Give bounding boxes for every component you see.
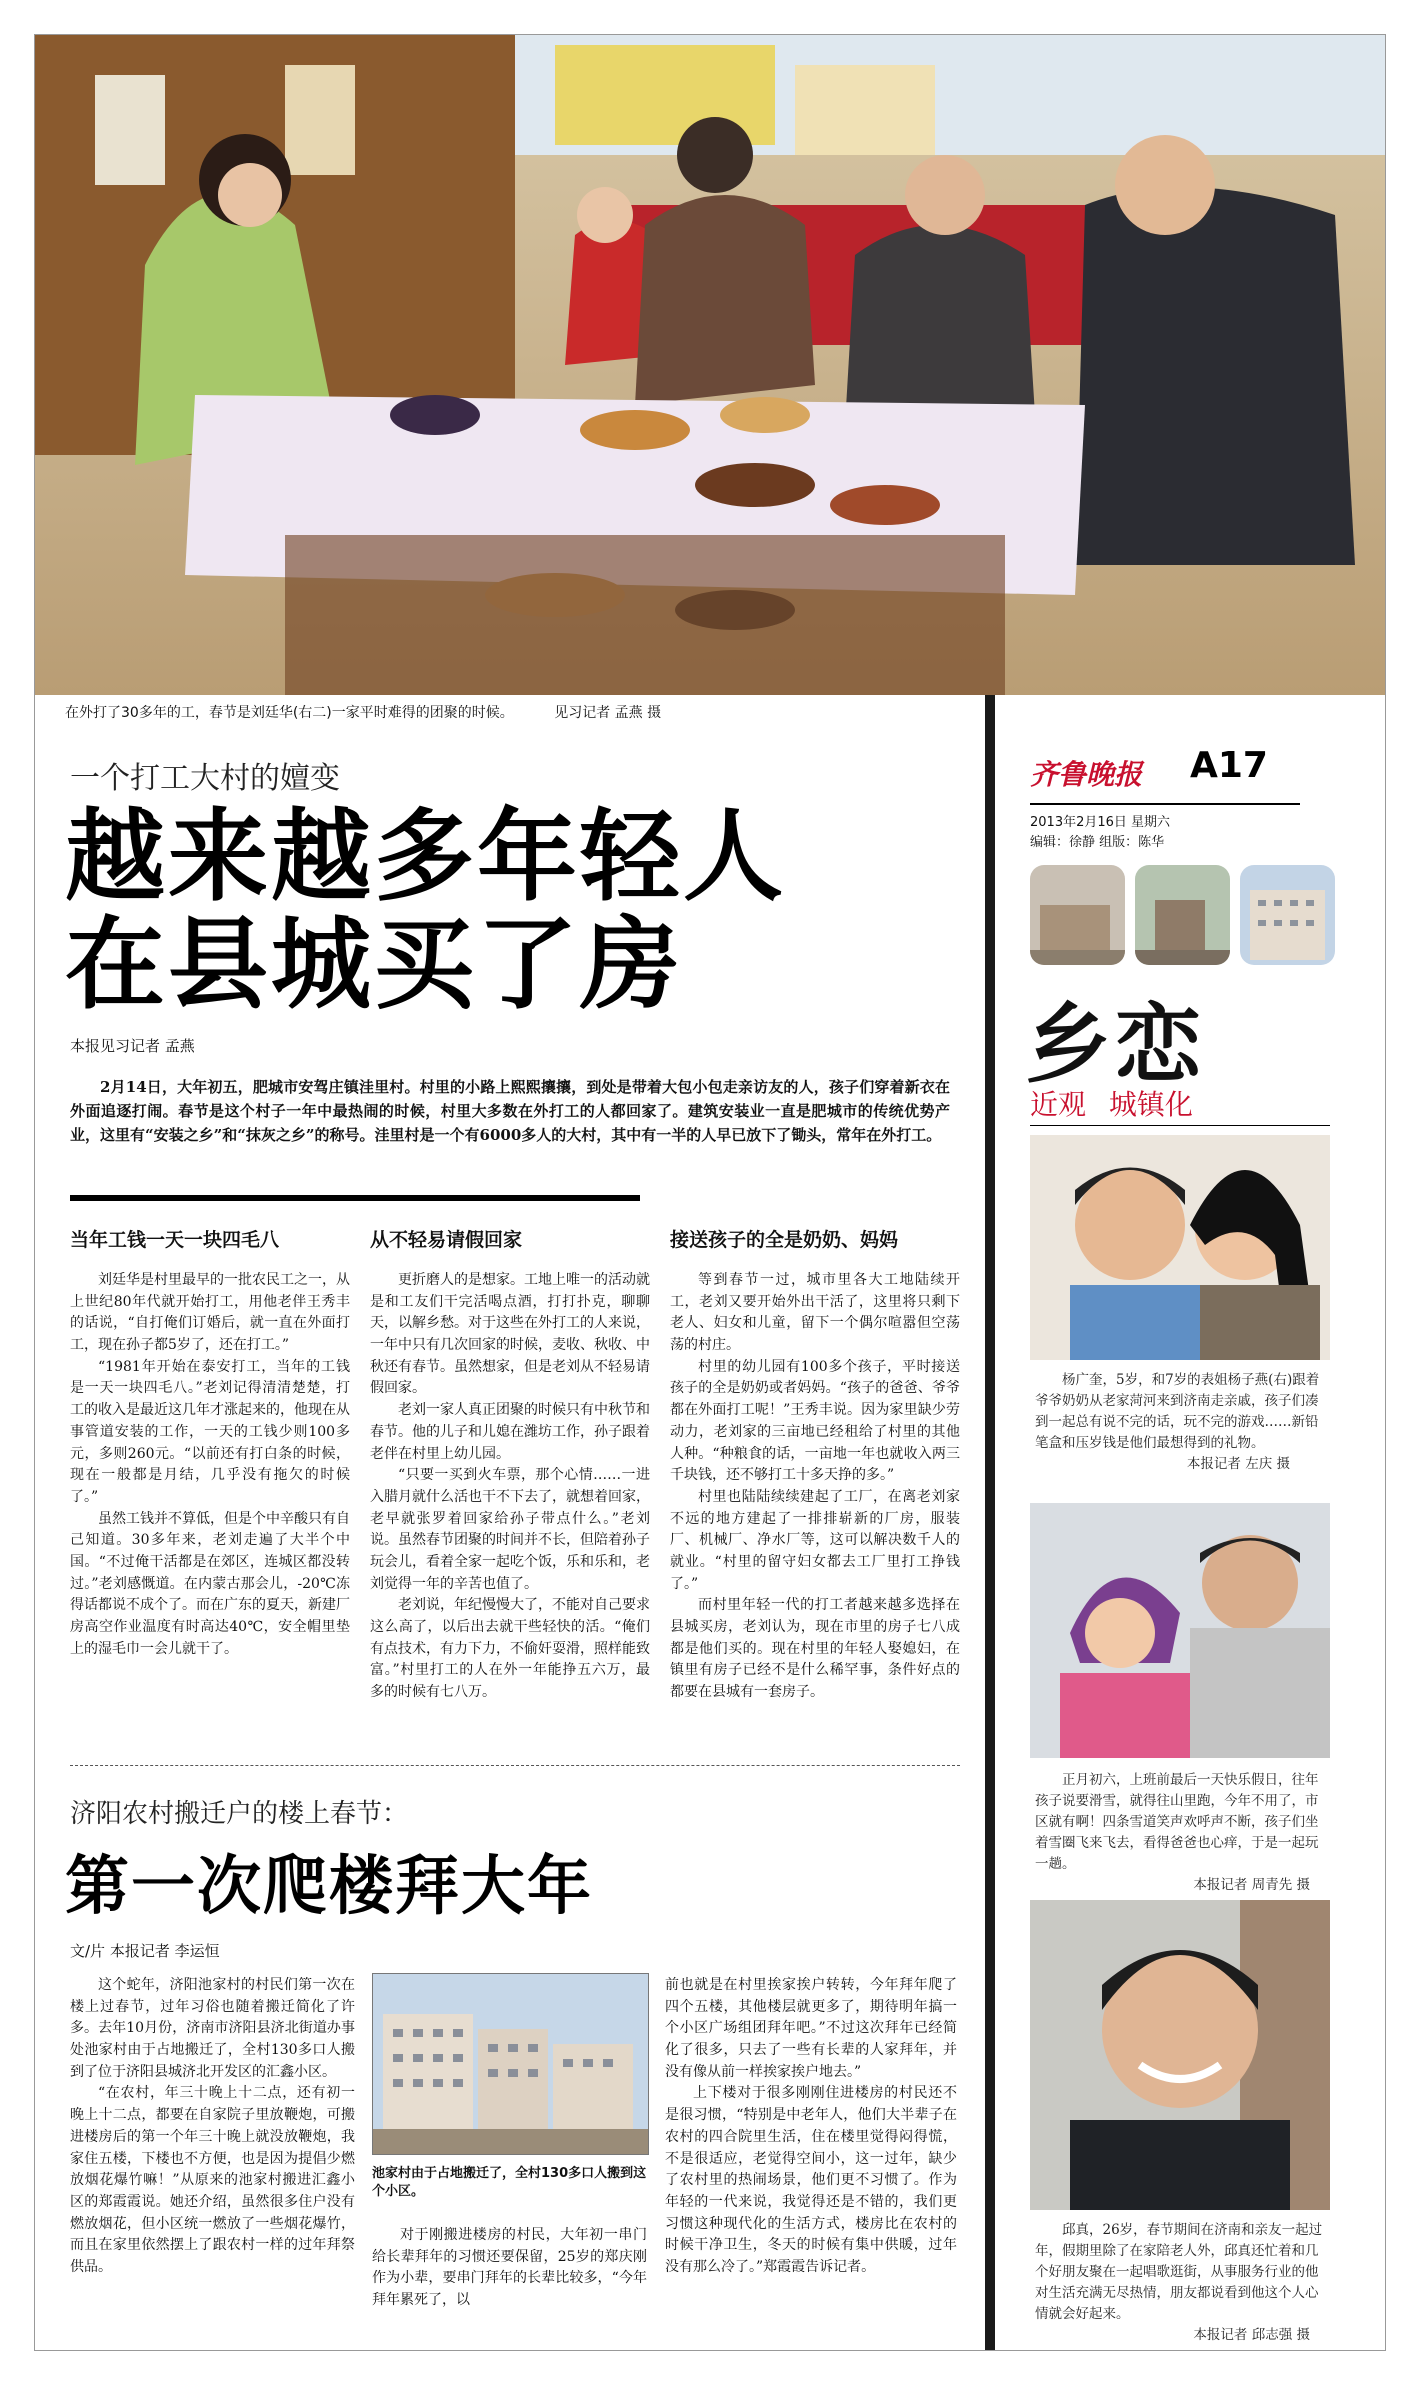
paragraph: 这个蛇年，济阳池家村的村民们第一次在楼上过春节，过年习俗也随着搬迁简化了许多。去年10月份，济南市济阳县济北街道办事处池家村由于占地搬迁了，全村130多口人搬到了位于济阳县城济北开发区的汇鑫小区。 — [70, 1977, 355, 2080]
sidebar-rule — [1030, 1125, 1330, 1126]
paragraph: 虽然工钱并不算低，但是个中辛酸只有自己知道。30多年来，老刘走遍了大半个中国。“不过俺干活都是在郊区，连城区都没转过。”老刘感慨道。在内蒙古那会儿，-20℃冻得话都说不成个了。而在广东的夏天，新建厂房高空作业温度有时高达40℃，安全帽里垫上的湿毛巾一会儿就干了。 — [70, 1510, 350, 1657]
paragraph: 对于刚搬进楼房的村民，大年初一串门给长辈拜年的习惯还要保留，25岁的郑庆刚作为小辈，要串门拜年的长辈比较多，“今年拜年累死了，以 — [372, 2227, 647, 2309]
article1-col2 — [370, 1225, 650, 1704]
village-thumb-3 — [1240, 865, 1335, 965]
sidebar-caption-1: 杨广奎，5岁，和7岁的表姐杨子燕(右)跟着爷爷奶奶从老家菏河来到济南走亲戚，孩子们凑到一起总有说不完的话，玩不完的游戏……新铅笔盒和压岁钱是他们最想得到的礼物。 本报记者 左庆 摄 — [1035, 1372, 1320, 1472]
newspaper-page — [34, 34, 1386, 2351]
village-thumb-1 — [1030, 865, 1125, 965]
paragraph: 村里也陆陆续续建起了工厂，在离老刘家不远的地方建起了一排排崭新的厂房，服装厂、机械厂、净水厂等，这可以解决数千人的就业。“村里的留守妇女都去工厂里打工挣钱了。” — [670, 1488, 960, 1592]
section-subtitle: 近观 城镇化 — [1030, 1088, 1193, 1121]
residential-buildings-photo — [372, 1973, 649, 2155]
article2-col1 — [70, 1975, 355, 2279]
paragraph: 等到春节一过，城市里各大工地陆续开工，老刘又要开始外出干活了，这里将只剩下老人、妇女和儿童，留下一个偶尔喧嚣但空荡荡的村庄。 — [670, 1272, 960, 1354]
article1-lead: 2月14日，大年初五，肥城市安驾庄镇洼里村。村里的小路上熙熙攘攘，到处是带着大包小包走亲访友的人，孩子们穿着新衣在外面追逐打闹。春节是这个村子一年中最热闹的时候，村里大多数在外打工的人都回家了。建筑安装业一直是肥城市的传统优势产业，这里有“安装之乡”和“抹灰之乡”的称号。洼里村是一个有6000多人的大村，其中有一半的人早已放下了锄头，常年在外打工。 — [70, 1078, 950, 1144]
masthead-paper: 齐鲁晚报 — [1030, 758, 1143, 791]
lead-rule — [70, 1195, 640, 1201]
masthead-editors: 编辑：徐静 组版：陈华 — [1030, 835, 1165, 850]
section-title: 当年工钱一天一块四毛八 — [70, 1229, 280, 1251]
children-photo — [1030, 1135, 1330, 1360]
article-divider — [70, 1765, 960, 1766]
sidebar-caption-3: 邱真，26岁，春节期间在济南和亲友一起过年，假期里除了在家陪老人外，邱真还忙着和几个好朋友聚在一起唱歌逛街，从事服务行业的他对生活充满无尽热情，朋友都说看到他这个人心情就会好起来。 本报记者 邱志强 摄 — [1035, 2222, 1323, 2343]
masthead-page-number: A17 — [1190, 745, 1268, 786]
paragraph: 老刘一家人真正团聚的时候只有中秋节和春节。他的儿子和儿媳在潍坊工作，孙子跟着老伴在村里上幼儿园。 — [370, 1402, 650, 1462]
article2-col3 — [665, 1975, 957, 2279]
article2-byline: 文/片 本报记者 李运恒 — [70, 1942, 220, 1960]
column-divider-bar — [985, 695, 995, 2350]
article1-byline: 本报见习记者 孟燕 — [70, 1037, 195, 1055]
article1-kicker: 一个打工大村的嬗变 — [70, 761, 340, 796]
paragraph: 上下楼对于很多刚刚住进楼房的村民还不是很习惯，“特别是中老年人，他们大半辈子在农村的四合院里生活，住在楼里觉得闷得慌，不是很适应，老觉得空间小，这一过年，缺少了农村里的热闹场景，他们更不习惯了。作为年轻的一代来说，我觉得还是不错的，我们更习惯这种现代化的生活方式，楼房比在农村的时候干净卫生，冬天的时候有集中供暖，过年没有那么冷了。”郑霞霞告诉记者。 — [665, 2085, 957, 2275]
paragraph: 前也就是在村里挨家挨户转转，今年拜年爬了四个五楼，其他楼层就更多了，期待明年搞一个小区广场组团拜年吧。”不过这次拜年已经简化了很多，只去了一些有长辈的人家拜年，并没有像从前一样挨家挨户地去。” — [665, 1977, 957, 2080]
article1-col3 — [670, 1225, 960, 1704]
village-thumb-2 — [1135, 865, 1230, 965]
snow-play-photo — [1030, 1503, 1330, 1758]
top-photo-caption: 在外打了30多年的工，春节是刘廷华(右二)一家平时难得的团聚的时候。 见习记者 孟燕 摄 — [65, 705, 662, 721]
paragraph: 更折磨人的是想家。工地上唯一的活动就是和工友们干完活喝点酒，打打扑克，聊聊天，以解乡愁。对于这些在外打工的人来说，一年中只有几次回家的时候，麦收、秋收、中秋还有春节。虽然想家，但是老刘从不轻易请假回家。 — [370, 1272, 650, 1397]
section-title-xianglian: 乡恋 — [1025, 994, 1205, 1095]
paragraph: 村里的幼儿园有100多个孩子，平时接送孩子的全是奶奶或者妈妈。“孩子的爸爸、爷爷都在外面打工呢！”王秀丰说。因为家里缺少劳动力，老刘家的三亩地已经租给了村里的其他人种。“种粮食的话，一亩地一年也就收入两三千块钱，还不够打工十多天挣的多。” — [670, 1358, 960, 1484]
paragraph: “只要一买到火车票，那个心情……一进入腊月就什么活也干不下去了，就想着回家，老早就张罗着回家给孙子带点什么。”老刘说。虽然春节团聚的时间并不长，但陪着孙子玩会儿，看着全家一起吃个饭，乐和乐和，老刘觉得一年的辛苦也值了。 — [370, 1467, 650, 1592]
section-title: 从不轻易请假回家 — [370, 1229, 523, 1251]
paragraph: “在农村，年三十晚上十二点，还有初一晚上十二点，都要在自家院子里放鞭炮，可搬进楼房后的第一个年三十晚上就没放鞭炮，我家住五楼，下楼也不方便，也是因为提倡少燃放烟花爆竹嘛！”从原来的池家村搬进汇鑫小区的郑霞霞说。她还介绍，虽然很多住户没有燃放烟花，但小区统一燃放了一些烟花爆竹，而且在家里依然摆上了跟农村一样的过年拜祭供品。 — [70, 2085, 355, 2275]
article2-headline: 第一次爬楼拜大年 — [65, 1850, 593, 1924]
article1-headline: 越来越多年轻人 在县城买了房 — [65, 798, 786, 1023]
paragraph: 刘廷华是村里最早的一批农民工之一，从上世纪80年代就开始打工，用他老伴王秀丰的话说，“自打俺们订婚后，就一直在外面打工，现在孙子都5岁了，还在打工。” — [70, 1272, 350, 1354]
family-dinner-photo — [35, 35, 1385, 695]
paragraph: 而村里年轻一代的打工者越来越多选择在县城买房，老刘认为，现在市里的房子七八成都是他们买的。现在村里的年轻人娶媳妇，在镇里有房子已经不是什么稀罕事，条件好点的都要在县城有一套房子。 — [670, 1597, 960, 1701]
article2-photo-caption: 池家村由于占地搬迁了，全村130多口人搬到这个小区。 — [372, 2166, 647, 2200]
paragraph: 老刘说，年纪慢慢大了，不能对自己要求这么高了，以后出去就干些轻快的活。“俺们有点技术，有力下力，不偷奸耍滑，照样能致富。”村里打工的人在外一年能挣五六万，最多的时候有七八万。 — [370, 1597, 650, 1701]
section-title: 接送孩子的全是奶奶、妈妈 — [670, 1229, 899, 1251]
sidebar-caption-2: 正月初六，上班前最后一天快乐假日，往年孩子说要滑雪，就得往山里跑，今年不用了，市区就有啊！四条雪道笑声欢呼声不断，孩子们坐着雪圈飞来飞去，看得爸爸也心痒，于是一起玩一趟。 本报记者 周青先 摄 — [1035, 1772, 1319, 1893]
paragraph: “1981年开始在泰安打工，当年的工钱是一天一块四毛八。”老刘记得清清楚楚，打工的收入是最近这几年才涨起来的，他现在从事管道安装的工作，一天的工钱少则100多元，多则260元。“以前还有打白条的时候，现在一般都是月结，几乎没有拖欠的时候了。” — [70, 1358, 350, 1505]
article2-kicker: 济阳农村搬迁户的楼上春节： — [70, 1799, 409, 1829]
masthead-rule — [1030, 803, 1300, 805]
masthead-date: 2013年2月16日 星期六 — [1030, 815, 1171, 830]
young-man-photo — [1030, 1900, 1330, 2210]
article1-col1 — [70, 1225, 350, 1660]
article2-col2 — [372, 2225, 647, 2312]
